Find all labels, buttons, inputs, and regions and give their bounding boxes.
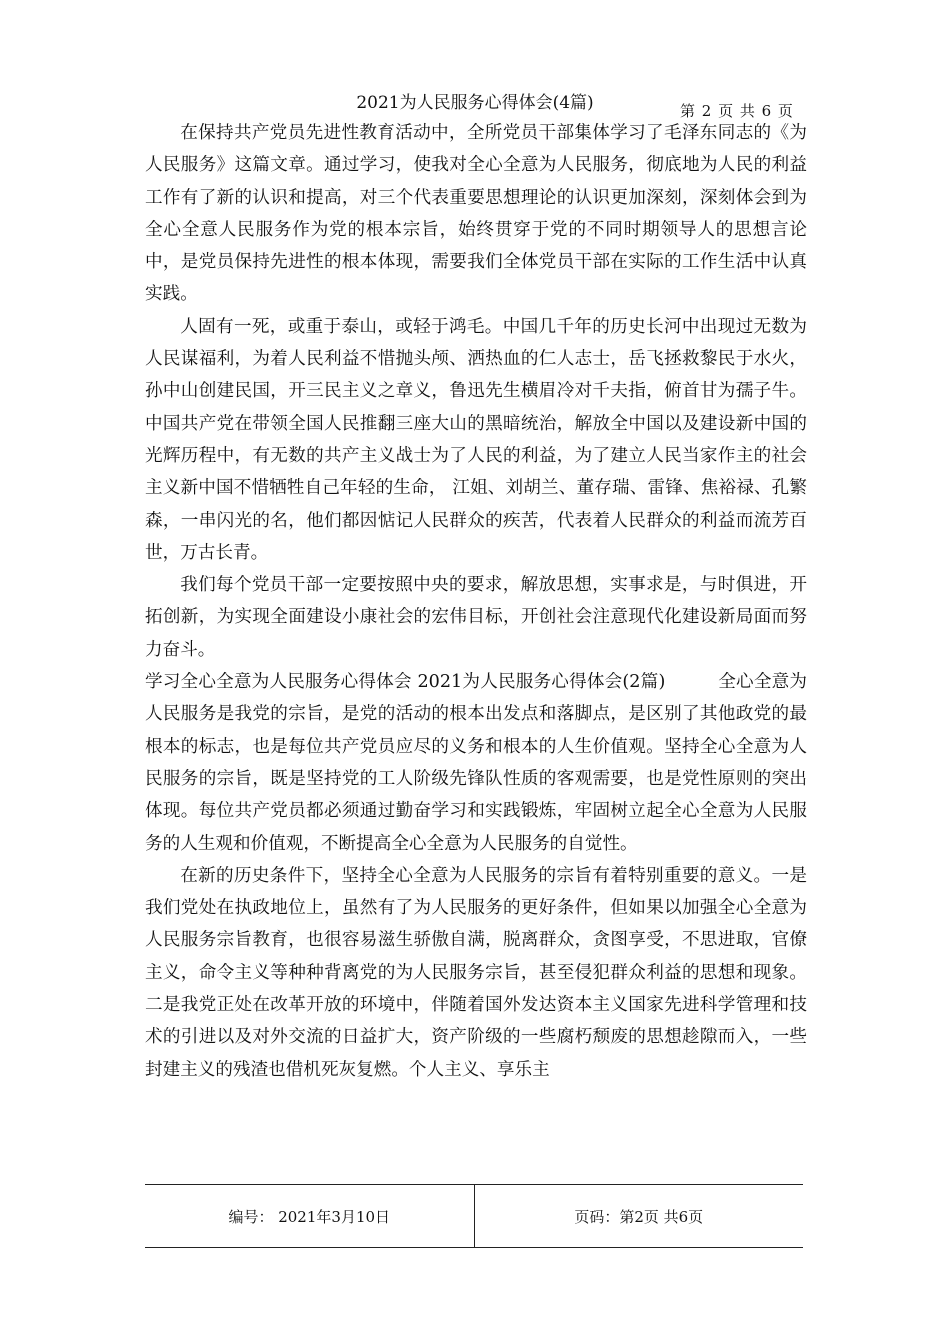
paragraph-5: 在新的历史条件下，坚持全心全意为人民服务的宗旨有着特别重要的意义。一是我们党处在执政地位上，虽然有了为人民服务的更好条件，但如果以加强全心全意为人民服务宗旨教育，也很容易滋生骄傲自满，脱离群众，贪图享受，不思进取，官僚主义，命令主义等种种背离党的为人民服务宗旨，甚至侵犯群众利益的思想和现象。二是我党正处在改革开放的环境中，伴随着国外发达资本主义国家先进科学管理和技术的引进以及对外交流的日益扩大，资产阶级的一些腐朽颓废的思想趁隙而入，一些封建主义的残渣也借机死灰复燃。个人主义、享乐主: [145, 865, 807, 1080]
paragraph-1: 在保持共产党员先进性教育活动中，全所党员干部集体学习了毛泽东同志的《为人民服务》这篇文章。通过学习，使我对全心全意为人民服务，彻底地为人民的利益工作有了新的认识和提高，对三个代表重要思想理论的认识更加深刻，深刻体会到为全心全意人民服务作为党的根本宗旨，始终贯穿于党的不同时期领导人的思想言论中，是党员保持先进性的根本体现，需要我们全体党员干部在实际的工作生活中认真实践。: [145, 123, 807, 305]
page-footer: [145, 1184, 803, 1248]
footer-page-code: 页码：第2页 共6页: [574, 1207, 704, 1226]
section-gap: [665, 672, 718, 692]
section-heading: 学习全心全意为人民服务心得体会 2021为人民服务心得体会(2篇): [145, 672, 666, 693]
paragraph-2: 人固有一死，或重于泰山，或轻于鸿毛。中国几千年的历史长河中出现过无数为人民谋福利，为着人民利益不惜抛头颅、洒热血的仁人志士，岳飞拯救黎民于水火，孙中山创建民国，开三民主义之章义，鲁迅先生横眉冷对千夫指，俯首甘为孺子牛。中国共产党在带领全国人民推翻三座大山的黑暗统治，解放全中国以及建设新中国的光辉历程中，有无数的共产主义战士为了人民的利益，为了建立人民当家作主的社会主义新中国不惜牺牲自己年轻的生命， 江姐、刘胡兰、董存瑞、雷锋、焦裕禄、孔繁森，一串闪光的名，他们都因惦记人民群众的疾苦，代表着人民群众的利益而流芳百世，万古长青。: [145, 316, 807, 563]
document-body: [145, 117, 807, 1086]
paragraph-4-body: 全心全意为人民服务是我党的宗旨，是党的活动的根本出发点和落脚点，是区别了其他政党的最根本的标志，也是每位共产党员应尽的义务和根本的人生价值观。坚持全心全意为人民服务的宗旨，既是坚持党的工人阶级先锋队性质的客观需要，也是党性原则的突出体现。每位共产党员都必须通过勤奋学习和实践锻炼，牢固树立起全心全意为人民服务的人生观和价值观，不断提高全心全意为人民服务的自觉性。: [145, 672, 807, 854]
paragraph-4: [145, 666, 807, 860]
paragraph-3: 我们每个党员干部一定要按照中央的要求，解放思想，实事求是，与时俱进，开拓创新，为实现全面建设小康社会的宏伟目标，开创社会注意现代化建设新局面而努力奋斗。: [145, 575, 807, 660]
document-title: 2021为人民服务心得体会(4篇): [356, 93, 594, 113]
page-number: 第 2 页 共 6 页: [680, 102, 794, 120]
footer-serial-date: 编号： 2021年3月10日: [145, 1185, 475, 1247]
